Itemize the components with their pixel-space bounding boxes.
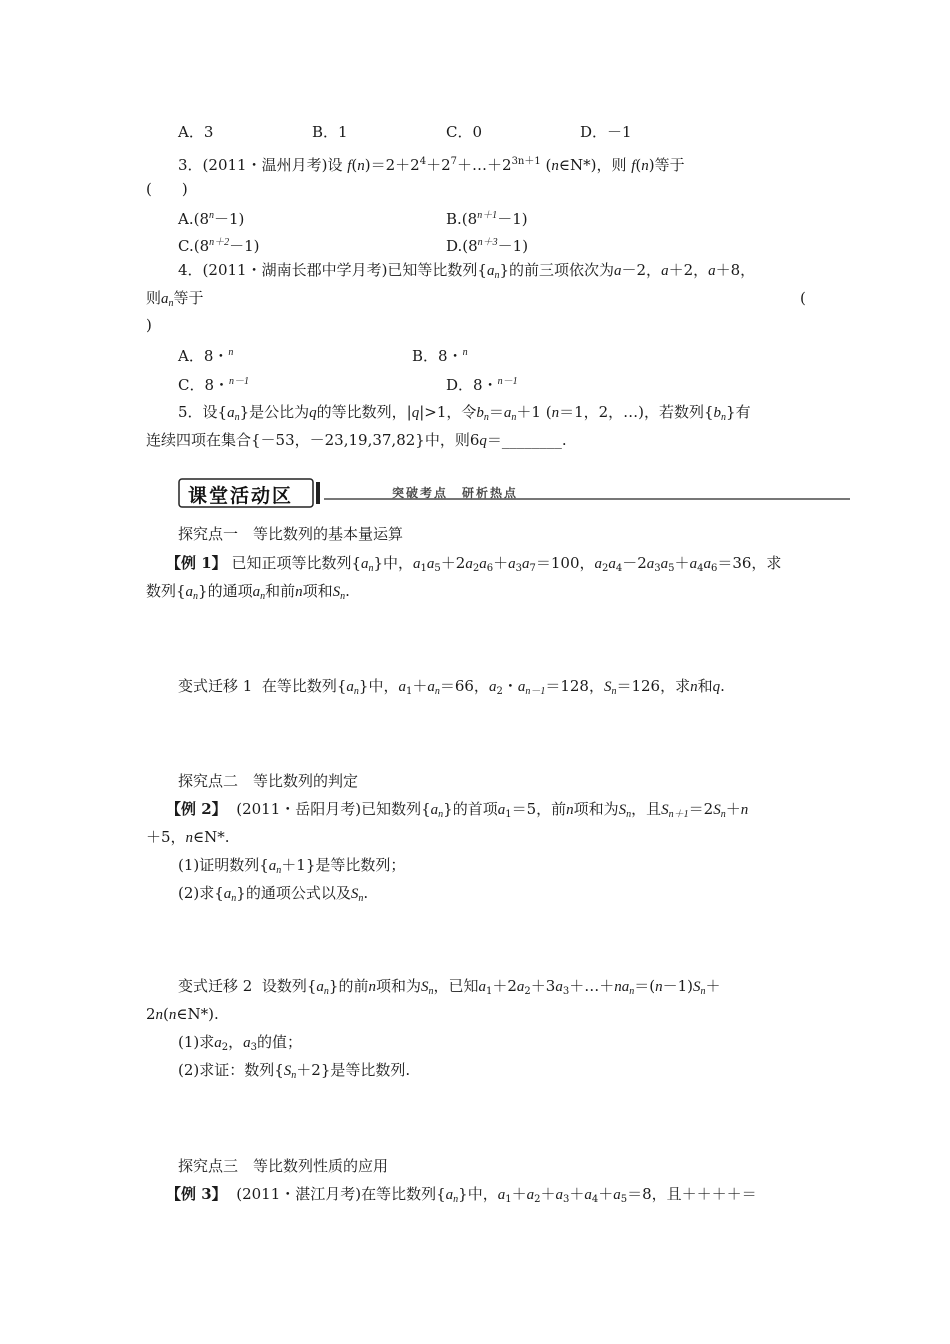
- section-banner: [178, 478, 850, 508]
- q2-option-b: B．1: [312, 123, 348, 141]
- q2-option-c: C．0: [446, 123, 483, 141]
- q4-paren-close: ): [146, 316, 152, 334]
- q3-option-c: $C.(8^{n+2}-1)$: [178, 237, 260, 255]
- q3-option-b: $B.(8^{n+1}-1)$: [446, 210, 528, 228]
- example2-part1: (1)证明数列$\{a_n+1\}$是等比数列；: [178, 856, 406, 876]
- example2-line2: ＋5，n∈N*.: [146, 828, 230, 846]
- example1-line2: 数列$\{a_n\}$的通项$a_n$和前n项和$S_n$.: [146, 582, 350, 602]
- banner-box: [178, 478, 316, 508]
- section1-heading: 探究点一 等比数列的基本量运算: [178, 525, 404, 543]
- variant2-part2: (2)求证：数列$\{S_n+2\}$是等比数列.: [178, 1061, 411, 1081]
- q5-stem: 5．设$\{a_n\}$是公比为q的等比数列，|q|>1，令$b_n=a_n+1$ (n＝1，2，…)，若数列$\{b_n\}$有: [178, 403, 751, 423]
- variant1: 变式迁移 1 在等比数列$\{a_n\}$中，$a_1+a_n=66$，$a_2$・$a_{n-1}=128$，$S_n=126$，求n和q.: [178, 677, 725, 697]
- q4-option-c: C．8・$^{n-1}$: [178, 376, 250, 394]
- q3-option-a: $A.(8^n-1)$: [178, 210, 245, 228]
- example2-line1: 【例 2】 (2011・岳阳月考)已知数列$\{a_n\}$的首项$a_1=5$，前n项和为$S_n$，且$S_{n+1}=2S_n+n$: [166, 800, 749, 820]
- q2-option-d: D．－1: [580, 123, 632, 141]
- q2-option-a: A．3: [178, 123, 214, 141]
- q4-paren-open: (: [800, 289, 806, 307]
- variant2-part1: (1)求$a_2$，$a_3$的值；: [178, 1033, 303, 1053]
- example1-line1: 【例 1】 已知正项等比数列$\{a_n\}$中，$a_1a_5+2a_2a_6+a_3a_7=100$，$a_2a_4-2a_3a_5+a_4a_6=36$，求: [166, 554, 782, 574]
- section3-heading: 探究点三 等比数列性质的应用: [178, 1157, 389, 1175]
- example3-line1: 【例 3】 (2011・湛江月考)在等比数列$\{a_n\}$中，$a_1+a_2+a_3+a_4+a_5=8$，且＋＋＋＋＝: [166, 1185, 757, 1205]
- variant2-line1: 变式迁移 2 设数列$\{a_n\}$的前n项和为$S_n$，已知$a_1+2a_2+3a_3+\dots+na_n=(n-1)S_n+$: [178, 977, 721, 997]
- q4-option-b: B．8・$^n$: [412, 347, 468, 365]
- banner-title: 课堂活动区: [188, 485, 294, 507]
- q5-stem-line2: 连续四项在集合{－53，－23,19,37,82}中，则6q＝________.: [146, 431, 567, 449]
- banner-divider: [316, 482, 320, 504]
- example2-part2: (2)求$\{a_n\}$的通项公式以及$S_n$.: [178, 884, 369, 904]
- q4-option-a: A．8・$^n$: [178, 347, 234, 365]
- banner-subtitle: 突破考点 研析热点: [392, 486, 519, 500]
- q3-stem: 3．(2011・温州月考)设 $f(n)=2+2^4+2^7+\dots+2^{3n+1}$ (n∈N*)，则 f(n)等于: [178, 156, 685, 174]
- variant2-line2: 2n(n∈N*).: [146, 1005, 219, 1023]
- q4-stem-line2: 则$a_n$等于: [146, 289, 204, 309]
- q4-option-d: D．8・$^{n-1}$: [446, 376, 518, 394]
- section2-heading: 探究点二 等比数列的判定: [178, 772, 359, 790]
- q4-stem: 4．(2011・湖南长郡中学月考)已知等比数列$\{a_n\}$的前三项依次为a－2，a＋2，a＋8，: [178, 261, 756, 281]
- q3-option-d: $D.(8^{n+3}-1)$: [446, 237, 529, 255]
- q3-paren: ( ): [146, 180, 188, 198]
